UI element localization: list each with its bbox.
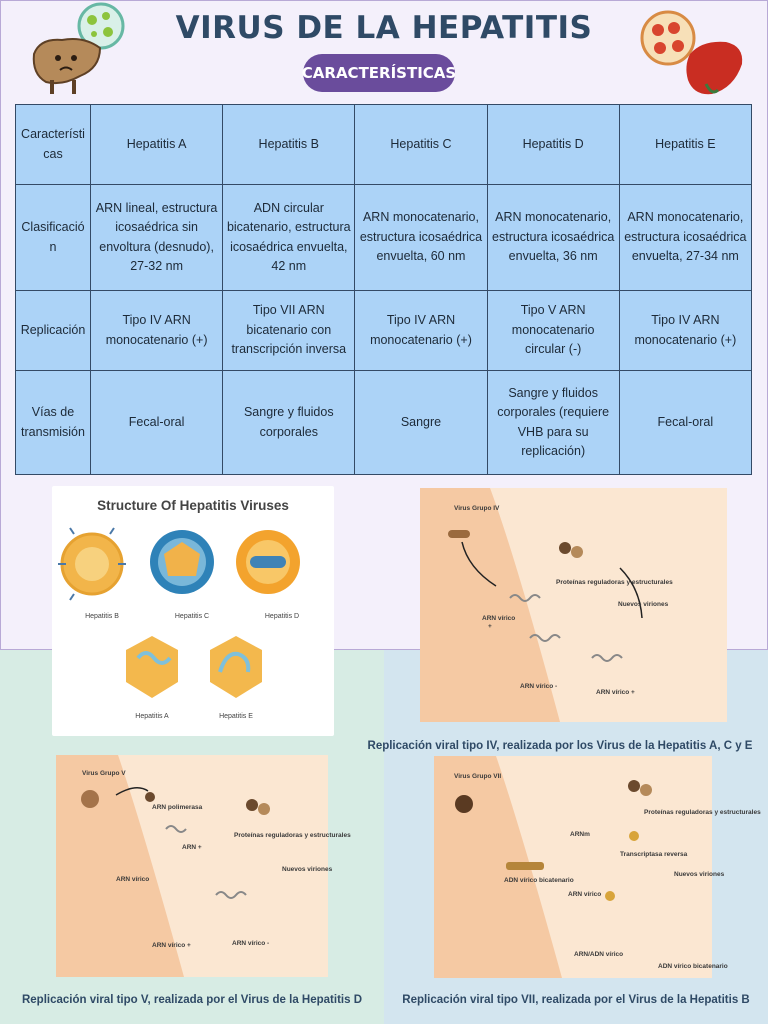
table-cell: Fecal-oral (619, 371, 751, 475)
replication-type-vii-diagram (434, 756, 761, 978)
table-cell: Sangre y fluidos corporales (223, 371, 355, 475)
proteins-label: Proteínas reguladoras y estructurales (556, 579, 673, 586)
table-row (16, 371, 752, 475)
table-cell: ARN monocatenario, estructura icosaédrica envuelta, 36 nm (487, 185, 619, 291)
hepatitis-characteristics-table (15, 104, 752, 475)
table-header-cell: Hepatitis C (355, 105, 487, 185)
table-cell: Fecal-oral (91, 371, 223, 475)
hybrid-label: ARN/ADN vírico (574, 951, 624, 958)
replication-type-v-diagram (56, 755, 351, 977)
table-row (16, 291, 752, 371)
table-cell: Tipo IV ARN monocatenario (+) (619, 291, 751, 371)
type-v-caption: Replicación viral tipo V, realizada por el Virus de la Hepatitis D (21, 994, 362, 1006)
structure-title: Structure Of Hepatitis Viruses (97, 498, 289, 513)
arn-plus2-label: ARN vírico + (152, 942, 191, 949)
virus-label: Virus Grupo IV (454, 505, 500, 512)
structure-panel (52, 486, 334, 736)
virus-structure-illustration (52, 486, 334, 736)
table-cell: Sangre y fluidos corporales (requiere VHB para su replicación) (487, 371, 619, 475)
adn-label: ADN vírico bicatenario (504, 877, 574, 884)
row-label: Replicación (16, 291, 91, 371)
virus-label: Hepatitis A (135, 713, 169, 720)
table-cell: ARN monocatenario, estructura icosaédrica envuelta, 27-34 nm (619, 185, 751, 291)
table-cell: ARN monocatenario, estructura icosaédrica envuelta, 60 nm (355, 185, 487, 291)
type-v-illustration (56, 755, 351, 977)
new-virions-label: Nuevos viriones (282, 866, 333, 873)
table-header-cell: Hepatitis B (223, 105, 355, 185)
virus-label: Hepatitis E (219, 713, 253, 720)
table-header-cell: Hepatitis E (619, 105, 751, 185)
virus-label: Virus Grupo VII (454, 773, 502, 780)
arn-plus-label: ARN vírico + (596, 689, 635, 696)
type-vii-illustration (434, 756, 761, 978)
proteins-label: Proteínas reguladoras y estructurales (234, 832, 351, 839)
arn-minus-label: ARN vírico - (232, 940, 270, 947)
table-cell: ADN circular bicatenario, estructura icosaédrica envuelta, 42 nm (223, 185, 355, 291)
arn-plus-sign: + (488, 623, 492, 630)
table-header-cell: Característi cas (16, 105, 91, 185)
page-title: VIRUS DE LA HEPATITIS (175, 10, 593, 46)
new-virions-label: Nuevos viriones (674, 871, 725, 878)
table-header-cell: Hepatitis A (91, 105, 223, 185)
virus-label: Virus Grupo V (82, 770, 126, 777)
new-virions-label: Nuevos viriones (618, 601, 669, 608)
type-iv-caption: Replicación viral tipo IV, realizada por los Virus de la Hepatitis A, C y E (367, 740, 753, 752)
arn-label: ARN vírico (482, 615, 516, 622)
row-label: Vías de transmisión (16, 371, 91, 475)
arn-label: ARN vírico (568, 891, 602, 898)
adn2-label: ADN vírico bicatenario (658, 963, 728, 970)
subtitle-badge: CARACTERÍSTICAS (303, 54, 455, 92)
virus-label: Hepatitis B (85, 613, 119, 620)
table-header-row (16, 105, 752, 185)
arn-minus-label: ARN vírico - (520, 683, 558, 690)
table-cell: Tipo VII ARN bicatenario con transcripción inversa (223, 291, 355, 371)
proteins-label: Proteínas reguladoras y estructurales (644, 809, 761, 816)
polymerase-label: ARN polimerasa (152, 804, 203, 811)
type-iv-illustration (420, 488, 727, 722)
arn-plus-label: ARN + (182, 844, 202, 851)
virus-label: Hepatitis C (174, 613, 210, 620)
arnm-label: ARNm (570, 831, 590, 838)
type-vii-caption: Replicación viral tipo VII, realizada por el Virus de la Hepatitis B (402, 994, 750, 1006)
table-cell: Tipo IV ARN monocatenario (+) (91, 291, 223, 371)
table-cell: Tipo V ARN monocatenario circular (-) (487, 291, 619, 371)
reverse-transcriptase-label: Transcriptasa reversa (620, 851, 688, 858)
table-cell: Sangre (355, 371, 487, 475)
row-label: Clasificació n (16, 185, 91, 291)
table-cell: Tipo IV ARN monocatenario (+) (355, 291, 487, 371)
virus-label: Hepatitis D (264, 613, 300, 620)
table-row (16, 185, 752, 291)
arn-label: ARN vírico (116, 876, 150, 883)
replication-type-iv-diagram (420, 488, 727, 722)
table-cell: ARN lineal, estructura icosaédrica sin envoltura (desnudo), 27-32 nm (91, 185, 223, 291)
table-header-cell: Hepatitis D (487, 105, 619, 185)
